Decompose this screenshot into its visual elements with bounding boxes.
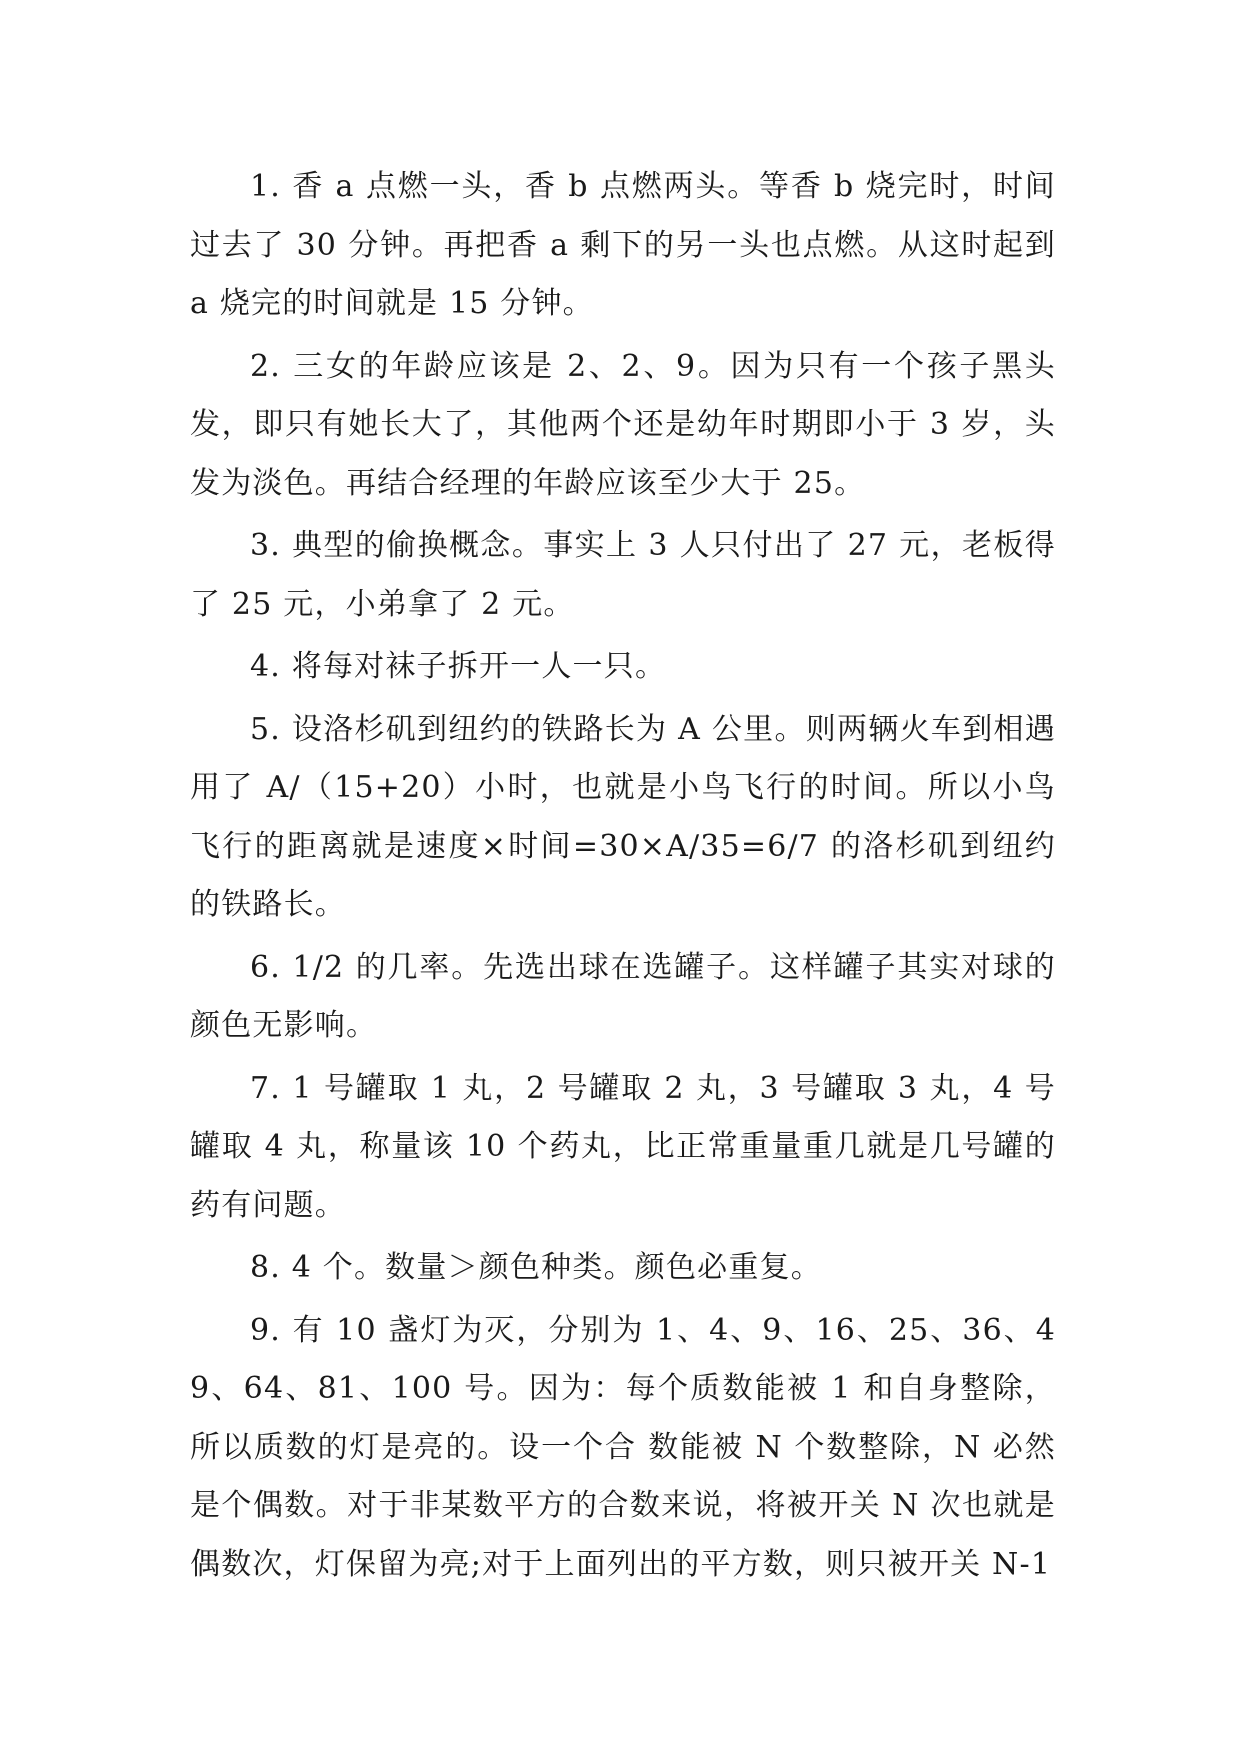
answer-paragraph-3: 3. 典型的偷换概念。事实上 3 人只付出了 27 元，老板得了 25 元，小弟拿了 2 元。 xyxy=(190,528,1056,622)
answer-paragraph-7: 7. 1 号罐取 1 丸，2 号罐取 2 丸，3 号罐取 3 丸，4 号罐取 4 丸，称量该 10 个药丸，比正常重量重几就是几号罐的药有问题。 xyxy=(190,1070,1056,1223)
answer-paragraph-6: 6. 1/2 的几率。先选出球在选罐子。这样罐子其实对球的颜色无影响。 xyxy=(190,949,1056,1043)
document-body xyxy=(190,158,1056,1598)
answer-paragraph-9: 9. 有 10 盏灯为灭，分别为 1、4、9、16、25、36、49、64、81、100 号。因为：每个质数能被 1 和自身整除，所以质数的灯是亮的。设一个合 数能被 N 个数整除，N 必然是个偶数。对于非某数平方的合数来说，将被开关 N 次也就是偶数次，灯保留为亮;对于上面列出的平方数，则只被开关 N-1 xyxy=(190,1312,1056,1582)
answer-paragraph-4: 4. 将每对袜子拆开一人一只。 xyxy=(250,649,667,684)
answer-paragraph-1: 1. 香 a 点燃一头，香 b 点燃两头。等香 b 烧完时，时间过去了 30 分钟。再把香 a 剩下的另一头也点燃。从这时起到 a 烧完的时间就是 15 分钟。 xyxy=(190,169,1056,321)
answer-paragraph-2: 2. 三女的年龄应该是 2、2、9。因为只有一个孩子黑头发，即只有她长大了，其他两个还是幼年时期即小于 3 岁，头发为淡色。再结合经理的年龄应该至少大于 25。 xyxy=(190,348,1056,501)
answer-paragraph-8: 8. 4 个。数量＞颜色种类。颜色必重复。 xyxy=(250,1250,822,1285)
answer-paragraph-5: 5. 设洛杉矶到纽约的铁路长为 A 公里。则两辆火车到相遇用了 A/（15+20）小时，也就是小鸟飞行的时间。所以小鸟飞行的距离就是速度×时间=30×A/35=6/7 的洛杉矶到纽约的铁路长。 xyxy=(190,711,1056,922)
